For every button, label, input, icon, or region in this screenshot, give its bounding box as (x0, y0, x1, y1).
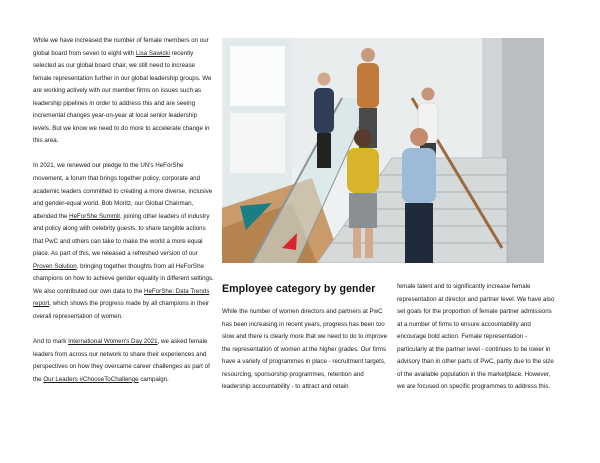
paragraph-board (33, 35, 215, 148)
paragraph-gender-intro: While the number of women directors and partners at PwC has been increasing in recent years, progress has been too slow and there is clearly more that we need to do to improve the representation of women at the higher grades. Our firms have a variety of programmes in place - recruitment targets, resourcing, sponsorship programmes, retention and leadership accountability - to attract and retain (222, 308, 388, 391)
text-run: , joining other leaders of industry and policy along with celebrity guests, to share tangible actions that PwC and others can take to make the world a more equal place. As part of this, we released a refreshed version of our (33, 212, 210, 258)
text-run: recently selected as our global board chair, we still need to increase female representation further in our global leadership groups. We are working actively with our member firms on issues such as leadership pipelines in order to address this and are seeing incremental changes year-on-year at local senior leadership levels. But we know we need to do more to accelerate change in this area. (33, 49, 212, 145)
link-choose-to-challenge[interactable]: Our Leaders #ChooseToChallenge (43, 375, 139, 383)
office-staircase-photo (222, 38, 544, 263)
middle-text-column (222, 306, 388, 394)
text-run: And to mark (33, 338, 69, 346)
link-lisa-sawicki[interactable]: Lisa Sawicki (135, 49, 170, 57)
text-run: campaign. (138, 375, 169, 383)
text-run: In 2021, we renewed our pledge to the UN's HeForShe movement, a forum that brings together policy, corporate and academic leaders committed to creating a more diverse, inclusive and gender-equal world. Bob Moritz, our Global Chairman, attended the (33, 162, 213, 220)
right-text-column (397, 281, 555, 394)
left-text-column (33, 35, 215, 386)
link-international-womens-day[interactable]: International Women's Day 2021 (68, 338, 158, 346)
link-data-trends-report[interactable]: HeForShe: Data Trends report (33, 287, 210, 308)
text-run: , bringing together thoughts from all HeForShe champions on how to achieve gender equality in different settings. We also contributed our own data to the (33, 262, 214, 295)
link-proven-solution[interactable]: Proven Solution (33, 262, 77, 270)
text-run: , which shows the progress made by all champions in their overall representation of women. (33, 300, 210, 321)
text-run: , we asked female leaders from across our network to share their experiences and perspectives on how they overcame career challenges as part of the (33, 338, 210, 383)
paragraph-heforshe (33, 160, 215, 323)
text-run: While we have increased the number of female members on our global board from seven to eight with (33, 37, 209, 57)
section-heading: Employee category by gender (222, 283, 376, 295)
paragraph-womens-day (33, 336, 215, 386)
paragraph-gender-continued: female talent and to significantly increase female representation at director and partner level. We have also set goals for the proportion of female partner admissions at a number of firms to ensure accountability and encourage bold action. Female representation - particularly at the partner level - continues to be lower in advisory than in other parts of PwC, partly due to the size of the available population in the marketplace. However, we are focused on specific programmes to address this. (397, 283, 555, 391)
link-heforshe-summit[interactable]: HeForShe Summit (69, 212, 121, 220)
